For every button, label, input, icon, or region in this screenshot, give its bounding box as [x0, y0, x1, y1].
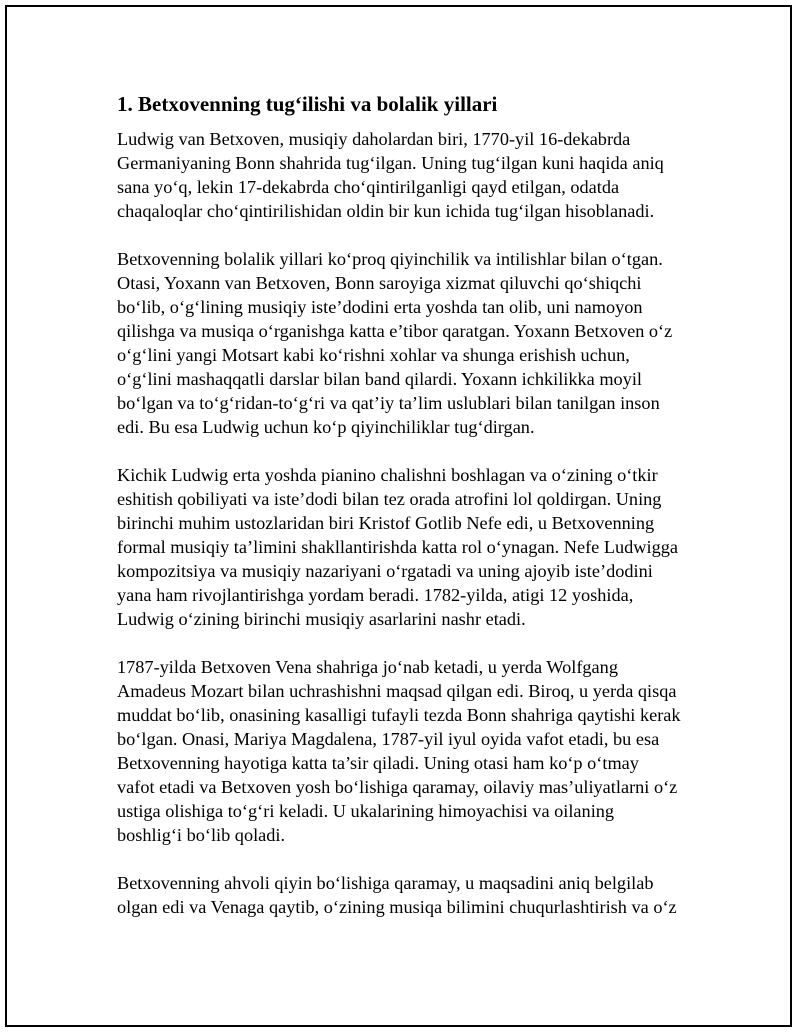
text-line: Betxovenning hayotiga katta ta’sir qiladi. Uning otasi ham ko‘p o‘tmay	[117, 753, 639, 773]
paragraph-spacer	[117, 223, 697, 247]
text-line: 1787-yilda Betxoven Vena shahriga jo‘nab ketadi, u yerda Wolfgang	[117, 657, 618, 677]
text-line: eshitish qobiliyati va iste’dodi bilan tez orada atrofini lol qoldirgan. Uning	[117, 489, 662, 509]
text-line: edi. Bu esa Ludwig uchun ko‘p qiyinchiliklar tug‘dirgan.	[117, 417, 535, 437]
paragraph-vienna	[117, 655, 697, 847]
text-line: qilishga va musiqa o‘rganishga katta e’tibor qaratgan. Yoxann Betxoven o‘z	[117, 321, 673, 341]
paragraph-teachers	[117, 463, 697, 631]
text-line: olgan edi va Venaga qaytib, o‘zining musiqa bilimini chuqurlashtirish va o‘z	[117, 897, 677, 917]
text-line: Ludwig o‘zining birinchi musiqiy asarlarini nashr etadi.	[117, 609, 526, 629]
text-line: ustiga olishiga to‘g‘ri keladi. U ukalarining himoyachisi va oilaning	[117, 801, 615, 821]
paragraph-return	[117, 871, 697, 919]
text-line: o‘g‘lini yangi Motsart kabi ko‘rishni xohlar va shunga erishish uchun,	[117, 345, 630, 365]
document-body	[117, 90, 697, 919]
text-line: kompozitsiya va musiqiy nazariyani o‘rgatadi va uning ajoyib iste’dodini	[117, 561, 653, 581]
text-line: Betxovenning bolalik yillari ko‘proq qiyinchilik va intilishlar bilan o‘tgan.	[117, 249, 663, 269]
section-heading: 1. Betxovenning tug‘ilishi va bolalik yillari	[117, 92, 498, 116]
text-line: Betxovenning ahvoli qiyin bo‘lishiga qaramay, u maqsadini aniq belgilab	[117, 873, 654, 893]
text-line: boshlig‘i bo‘lib qoladi.	[117, 825, 286, 845]
text-line: bo‘lgan. Onasi, Mariya Magdalena, 1787-yil iyul oyida vafot etadi, bu esa	[117, 729, 660, 749]
text-line: vafot etadi va Betxoven yosh bo‘lishiga qaramay, oilaviy mas’uliyatlarni o‘z	[117, 777, 678, 797]
text-line: chaqaloqlar cho‘qintirilishidan oldin bir kun ichida tug‘ilgan hisoblanadi.	[117, 201, 655, 221]
paragraph-birth	[117, 127, 697, 223]
text-line: yana ham rivojlantirishga yordam beradi. 1782-yilda, atigi 12 yoshida,	[117, 585, 634, 605]
text-line: bo‘lgan va to‘g‘ridan-to‘g‘ri va qat’iy ta’lim uslublari bilan tanilgan inson	[117, 393, 660, 413]
text-line: bo‘lib, o‘g‘lining musiqiy iste’dodini erta yoshda tan olib, uni namoyon	[117, 297, 643, 317]
text-line: Ludwig van Betxoven, musiqiy daholardan biri, 1770-yil 16-dekabrda	[117, 129, 631, 149]
text-line: Kichik Ludwig erta yoshda pianino chalishni boshlagan va o‘zining o‘tkir	[117, 465, 658, 485]
text-line: Germaniyaning Bonn shahrida tug‘ilgan. Uning tug‘ilgan kuni haqida aniq	[117, 153, 664, 173]
paragraph-spacer	[117, 631, 697, 655]
paragraph-spacer	[117, 847, 697, 871]
text-line: formal musiqiy ta’limini shakllantirishda katta rol o‘ynagan. Nefe Ludwigga	[117, 537, 678, 557]
paragraph-spacer	[117, 439, 697, 463]
text-line: muddat bo‘lib, onasining kasalligi tufayli tezda Bonn shahriga qaytishi kerak	[117, 705, 681, 725]
text-line: birinchi muhim ustozlaridan biri Kristof Gotlib Nefe edi, u Betxovenning	[117, 513, 655, 533]
text-line: o‘g‘lini mashaqqatli darslar bilan band qilardi. Yoxann ichkilikka moyil	[117, 369, 642, 389]
text-line: sana yo‘q, lekin 17-dekabrda cho‘qintirilganligi qayd etilgan, odatda	[117, 177, 620, 197]
text-line: Amadeus Mozart bilan uchrashishni maqsad qilgan edi. Biroq, u yerda qisqa	[117, 681, 677, 701]
paragraph-childhood	[117, 247, 697, 439]
text-line: Otasi, Yoxann van Betxoven, Bonn saroyiga xizmat qiluvchi qo‘shiqchi	[117, 273, 642, 293]
